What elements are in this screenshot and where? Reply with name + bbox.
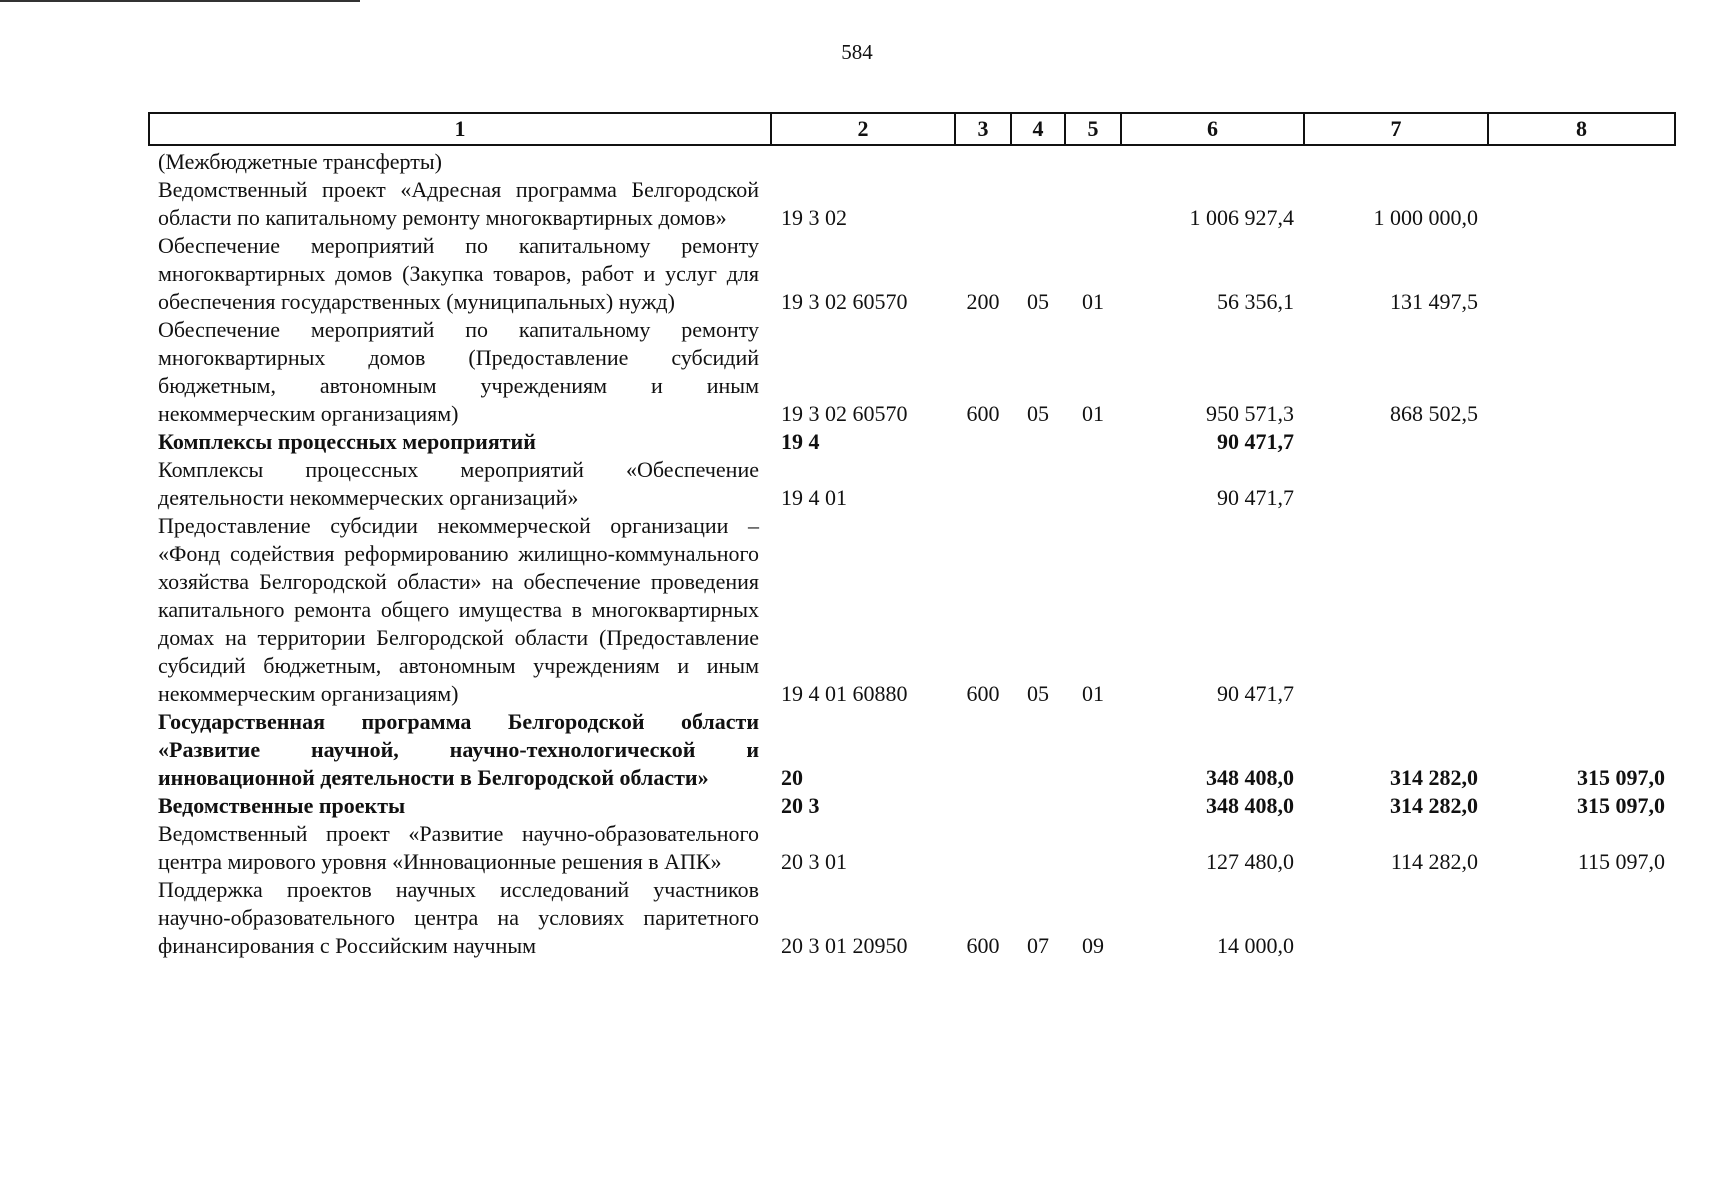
budget-table	[148, 112, 1676, 960]
row-name: Обеспечение мероприятий по капитальному ремонту многоквартирных домов (Предоставление субсидий бюджетным, автономным учреждениям и иным некоммерческим организациям)	[158, 317, 759, 426]
row-name: Государственная программа Белгородской области «Развитие научной, научно-технологической и инновационной деятельности в Белгородской области»	[158, 709, 759, 790]
row-col-4	[1011, 820, 1065, 876]
row-value-6: 348 408,0	[1206, 793, 1294, 818]
table-row	[149, 145, 1675, 176]
header-col-7: 7	[1304, 113, 1488, 145]
row-code: 20	[781, 765, 803, 790]
budget-table-container	[148, 112, 1674, 960]
row-value-7: 131 497,5	[1390, 289, 1478, 314]
row-col-5	[1065, 820, 1121, 876]
header-col-6: 6	[1121, 113, 1304, 145]
row-code	[771, 145, 955, 176]
row-name: Обеспечение мероприятий по капитальному ремонту многоквартирных домов (Закупка товаров, работ и услуг для обеспечения государственных (муниципальных) нужд)	[158, 233, 759, 314]
row-col-3: 600	[966, 933, 1000, 958]
row-col-3	[955, 456, 1011, 512]
row-value-6: 90 471,7	[1217, 429, 1294, 454]
row-code: 19 3 02 60570	[781, 289, 908, 314]
row-value-8	[1488, 428, 1675, 456]
row-value-6: 90 471,7	[1217, 681, 1294, 706]
header-col-4: 4	[1011, 113, 1065, 145]
row-value-7	[1304, 512, 1488, 708]
row-value-7: 314 282,0	[1390, 765, 1478, 790]
row-name: Ведомственный проект «Развитие научно-образовательного центра мирового уровня «Инновационные решения в АПК»	[158, 821, 759, 874]
header-col-3: 3	[955, 113, 1011, 145]
row-col-3	[955, 708, 1011, 792]
row-value-7: 1 000 000,0	[1373, 205, 1478, 230]
table-row	[149, 708, 1675, 792]
table-row	[149, 792, 1675, 820]
table-row	[149, 232, 1675, 316]
row-col-3	[955, 792, 1011, 820]
row-code: 19 4 01 60880	[781, 681, 908, 706]
row-name: Предоставление субсидии некоммерческой организации – «Фонд содействия реформированию жилищно-коммунального хозяйства Белгородской области» на обеспечение проведения капитального ремонта общего имущества в многоквартирных домах на территории Белгородской области (Предоставление субсидий бюджетным, автономным учреждениям и иным некоммерческим организациям)	[158, 513, 759, 706]
page-number: 584	[841, 40, 873, 64]
row-col-5: 01	[1082, 289, 1104, 314]
row-value-7: 868 502,5	[1390, 401, 1478, 426]
row-value-6: 1 006 927,4	[1189, 205, 1294, 230]
row-name: Поддержка проектов научных исследований участников научно-образовательного центра на условиях паритетного финансирования с Российским научным	[158, 877, 759, 958]
row-col-4: 05	[1027, 681, 1049, 706]
row-col-5	[1065, 428, 1121, 456]
header-col-1: 1	[149, 113, 771, 145]
row-col-4: 07	[1027, 933, 1049, 958]
row-name: (Межбюджетные трансферты)	[158, 149, 442, 174]
table-row	[149, 876, 1675, 960]
row-value-6: 90 471,7	[1217, 485, 1294, 510]
row-code: 19 4 01	[781, 485, 847, 510]
row-col-3: 600	[966, 401, 1000, 426]
row-col-5	[1065, 456, 1121, 512]
row-col-3: 200	[966, 289, 1000, 314]
row-value-6: 56 356,1	[1217, 289, 1294, 314]
row-col-4: 05	[1027, 289, 1049, 314]
row-value-7: 114 282,0	[1390, 849, 1478, 874]
row-col-4	[1011, 456, 1065, 512]
row-col-3	[955, 820, 1011, 876]
header-col-5: 5	[1065, 113, 1121, 145]
row-value-6	[1121, 145, 1304, 176]
header-col-2: 2	[771, 113, 955, 145]
table-row	[149, 176, 1675, 232]
row-value-6: 348 408,0	[1206, 765, 1294, 790]
row-value-8	[1488, 876, 1675, 960]
row-col-5	[1065, 145, 1121, 176]
row-value-7	[1304, 456, 1488, 512]
row-col-4: 05	[1027, 401, 1049, 426]
row-value-7	[1304, 876, 1488, 960]
row-col-3: 600	[966, 681, 1000, 706]
row-col-4	[1011, 176, 1065, 232]
row-value-6: 127 480,0	[1206, 849, 1294, 874]
row-value-8	[1488, 512, 1675, 708]
row-code: 20 3	[781, 793, 820, 818]
row-code: 20 3 01 20950	[781, 933, 908, 958]
row-col-4	[1011, 792, 1065, 820]
row-value-6: 14 000,0	[1217, 933, 1294, 958]
row-code: 20 3 01	[781, 849, 847, 874]
row-value-8	[1488, 176, 1675, 232]
row-name: Ведомственный проект «Адресная программа Белгородской области по капитальному ремонту многоквартирных домов»	[158, 177, 759, 230]
row-value-8: 115 097,0	[1577, 849, 1665, 874]
row-value-8	[1488, 232, 1675, 316]
row-col-4	[1011, 145, 1065, 176]
row-col-4	[1011, 708, 1065, 792]
row-col-5: 09	[1082, 933, 1104, 958]
row-col-5	[1065, 176, 1121, 232]
row-col-3	[955, 176, 1011, 232]
row-col-5	[1065, 792, 1121, 820]
row-value-8	[1488, 456, 1675, 512]
row-col-5: 01	[1082, 401, 1104, 426]
row-col-3	[955, 145, 1011, 176]
scan-edge-line	[0, 0, 360, 2]
row-name: Ведомственные проекты	[158, 793, 406, 818]
row-col-4	[1011, 428, 1065, 456]
table-row	[149, 820, 1675, 876]
table-row	[149, 316, 1675, 428]
header-row	[149, 113, 1675, 145]
row-col-5	[1065, 708, 1121, 792]
row-value-8	[1488, 145, 1675, 176]
row-code: 19 4	[781, 429, 820, 454]
table-header	[149, 113, 1675, 145]
table-row	[149, 512, 1675, 708]
row-value-8: 315 097,0	[1577, 765, 1665, 790]
row-name: Комплексы процессных мероприятий	[158, 429, 536, 454]
row-code: 19 3 02	[781, 205, 847, 230]
table-row	[149, 456, 1675, 512]
row-value-7: 314 282,0	[1390, 793, 1478, 818]
row-value-7	[1304, 428, 1488, 456]
row-value-7	[1304, 145, 1488, 176]
header-col-8: 8	[1488, 113, 1675, 145]
row-code: 19 3 02 60570	[781, 401, 908, 426]
table-body	[149, 145, 1675, 960]
table-row	[149, 428, 1675, 456]
row-value-6: 950 571,3	[1206, 401, 1294, 426]
row-value-8: 315 097,0	[1577, 793, 1665, 818]
row-name: Комплексы процессных мероприятий «Обеспечение деятельности некоммерческих организаций»	[158, 457, 759, 510]
row-col-3	[955, 428, 1011, 456]
row-col-5: 01	[1082, 681, 1104, 706]
row-value-8	[1488, 316, 1675, 428]
